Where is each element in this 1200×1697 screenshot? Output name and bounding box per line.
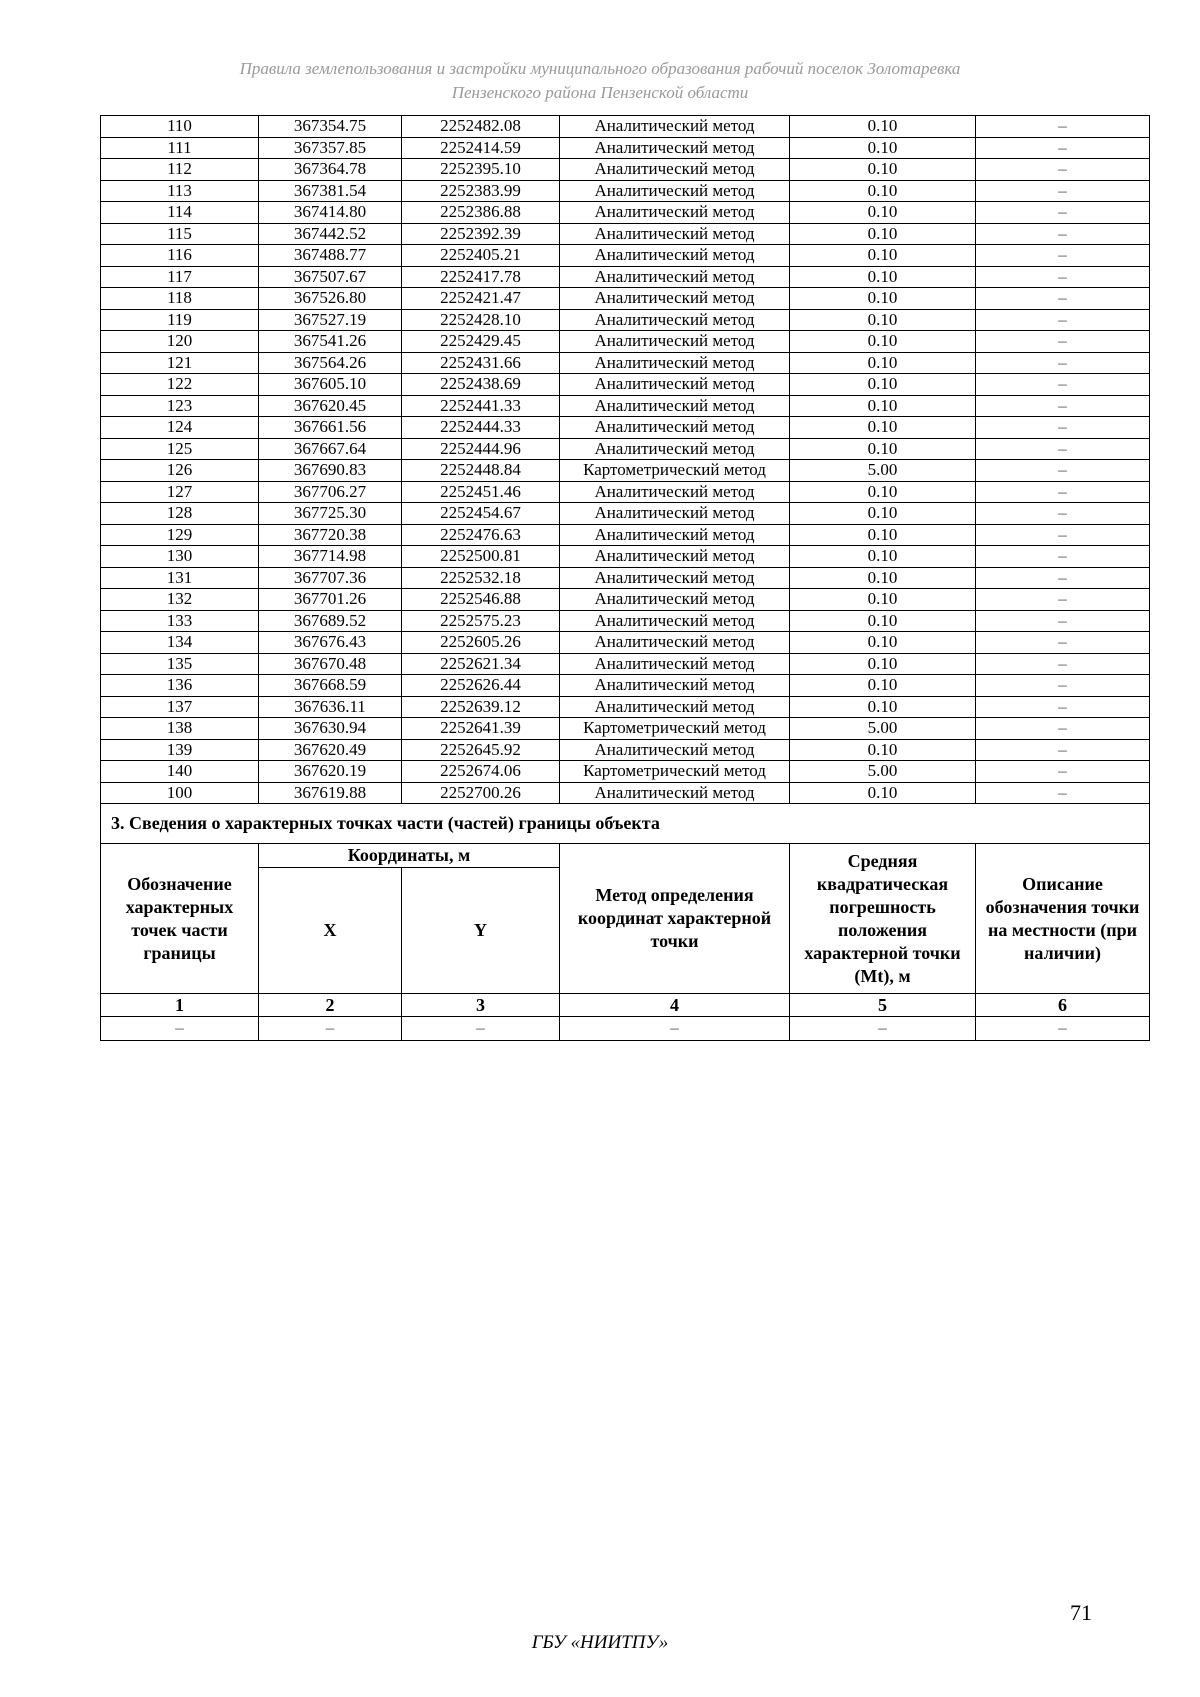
y-coordinate-cell: 2252448.84 [402, 460, 560, 482]
method-cell: Аналитический метод [560, 331, 790, 353]
table-row [101, 309, 1150, 331]
coordinates-table [100, 115, 1150, 1041]
error-cell: 0.10 [790, 352, 976, 374]
y-coordinate-cell: 2252532.18 [402, 567, 560, 589]
description-cell: – [976, 245, 1150, 267]
x-coordinate-cell: 367364.78 [259, 159, 402, 181]
table-row [101, 524, 1150, 546]
description-cell: – [976, 395, 1150, 417]
x-coordinate-cell: 367706.27 [259, 481, 402, 503]
x-coordinate-cell: 367661.56 [259, 417, 402, 439]
table-row [101, 266, 1150, 288]
y-coordinate-cell: 2252700.26 [402, 782, 560, 804]
error-cell: 0.10 [790, 159, 976, 181]
y-coordinate-cell: 2252451.46 [402, 481, 560, 503]
method-cell: Аналитический метод [560, 395, 790, 417]
x-coordinate-cell: 367689.52 [259, 610, 402, 632]
error-cell: 0.10 [790, 438, 976, 460]
description-cell: – [976, 567, 1150, 589]
method-cell: Аналитический метод [560, 739, 790, 761]
point-number-cell: 114 [101, 202, 259, 224]
error-cell: 0.10 [790, 202, 976, 224]
column-number: 2 [259, 994, 402, 1017]
y-coordinate-cell: 2252674.06 [402, 761, 560, 783]
error-cell: 0.10 [790, 481, 976, 503]
table-row [101, 223, 1150, 245]
table-row [101, 739, 1150, 761]
table-row [101, 481, 1150, 503]
x-coordinate-cell: 367630.94 [259, 718, 402, 740]
header-line-2: Пензенского района Пензенской области [451, 83, 749, 102]
error-cell: 0.10 [790, 331, 976, 353]
error-cell: 0.10 [790, 739, 976, 761]
table-row [101, 288, 1150, 310]
error-cell: 5.00 [790, 460, 976, 482]
description-cell: – [976, 589, 1150, 611]
y-coordinate-cell: 2252546.88 [402, 589, 560, 611]
y-coordinate-cell: 2252438.69 [402, 374, 560, 396]
description-cell: – [976, 352, 1150, 374]
empty-cell: – [101, 1017, 259, 1041]
x-coordinate-cell: 367354.75 [259, 116, 402, 138]
point-number-cell: 100 [101, 782, 259, 804]
method-cell: Аналитический метод [560, 524, 790, 546]
x-coordinate-cell: 367720.38 [259, 524, 402, 546]
method-cell: Аналитический метод [560, 266, 790, 288]
empty-cell: – [560, 1017, 790, 1041]
point-number-cell: 126 [101, 460, 259, 482]
table-row [101, 245, 1150, 267]
method-cell: Аналитический метод [560, 137, 790, 159]
table-row [101, 417, 1150, 439]
point-number-cell: 111 [101, 137, 259, 159]
point-number-cell: 123 [101, 395, 259, 417]
x-coordinate-cell: 367670.48 [259, 653, 402, 675]
table-row [101, 567, 1150, 589]
x-coordinate-cell: 367488.77 [259, 245, 402, 267]
point-number-cell: 132 [101, 589, 259, 611]
empty-row [101, 1017, 1150, 1041]
error-cell: 0.10 [790, 589, 976, 611]
point-number-cell: 125 [101, 438, 259, 460]
error-cell: 0.10 [790, 782, 976, 804]
y-coordinate-cell: 2252482.08 [402, 116, 560, 138]
error-cell: 5.00 [790, 718, 976, 740]
header-y: Y [402, 868, 560, 994]
error-cell: 0.10 [790, 116, 976, 138]
method-cell: Аналитический метод [560, 288, 790, 310]
page-number: 71 [1070, 1600, 1092, 1625]
table-row [101, 202, 1150, 224]
description-cell: – [976, 374, 1150, 396]
method-cell: Аналитический метод [560, 159, 790, 181]
x-coordinate-cell: 367507.67 [259, 266, 402, 288]
point-number-cell: 129 [101, 524, 259, 546]
table-row [101, 438, 1150, 460]
empty-cell: – [402, 1017, 560, 1041]
x-coordinate-cell: 367725.30 [259, 503, 402, 525]
description-cell: – [976, 180, 1150, 202]
point-number-cell: 130 [101, 546, 259, 568]
method-cell: Аналитический метод [560, 696, 790, 718]
method-cell: Аналитический метод [560, 116, 790, 138]
error-cell: 0.10 [790, 567, 976, 589]
method-cell: Аналитический метод [560, 438, 790, 460]
x-coordinate-cell: 367357.85 [259, 137, 402, 159]
point-number-cell: 116 [101, 245, 259, 267]
error-cell: 5.00 [790, 761, 976, 783]
y-coordinate-cell: 2252405.21 [402, 245, 560, 267]
x-coordinate-cell: 367636.11 [259, 696, 402, 718]
error-cell: 0.10 [790, 632, 976, 654]
column-number: 1 [101, 994, 259, 1017]
x-coordinate-cell: 367668.59 [259, 675, 402, 697]
error-cell: 0.10 [790, 524, 976, 546]
x-coordinate-cell: 367676.43 [259, 632, 402, 654]
description-cell: – [976, 331, 1150, 353]
table-row [101, 137, 1150, 159]
error-cell: 0.10 [790, 288, 976, 310]
y-coordinate-cell: 2252444.33 [402, 417, 560, 439]
table-row [101, 546, 1150, 568]
column-number: 3 [402, 994, 560, 1017]
error-cell: 0.10 [790, 610, 976, 632]
y-coordinate-cell: 2252386.88 [402, 202, 560, 224]
point-number-cell: 124 [101, 417, 259, 439]
column-number: 5 [790, 994, 976, 1017]
description-cell: – [976, 460, 1150, 482]
table-row [101, 675, 1150, 697]
x-coordinate-cell: 367667.64 [259, 438, 402, 460]
x-coordinate-cell: 367442.52 [259, 223, 402, 245]
method-cell: Аналитический метод [560, 675, 790, 697]
column-numbers-row [101, 994, 1150, 1017]
y-coordinate-cell: 2252392.39 [402, 223, 560, 245]
y-coordinate-cell: 2252414.59 [402, 137, 560, 159]
point-number-cell: 139 [101, 739, 259, 761]
y-coordinate-cell: 2252641.39 [402, 718, 560, 740]
document-footer: ГБУ «НИИТПУ» [531, 1632, 669, 1653]
table-row [101, 782, 1150, 804]
error-cell: 0.10 [790, 245, 976, 267]
x-coordinate-cell: 367414.80 [259, 202, 402, 224]
table-row [101, 374, 1150, 396]
y-coordinate-cell: 2252383.99 [402, 180, 560, 202]
error-cell: 0.10 [790, 266, 976, 288]
header-method: Метод определения координат характерной точки [560, 844, 790, 994]
description-cell: – [976, 546, 1150, 568]
point-number-cell: 117 [101, 266, 259, 288]
y-coordinate-cell: 2252476.63 [402, 524, 560, 546]
method-cell: Аналитический метод [560, 481, 790, 503]
point-number-cell: 140 [101, 761, 259, 783]
description-cell: – [976, 610, 1150, 632]
y-coordinate-cell: 2252454.67 [402, 503, 560, 525]
point-number-cell: 138 [101, 718, 259, 740]
description-cell: – [976, 309, 1150, 331]
point-number-cell: 120 [101, 331, 259, 353]
empty-cell: – [259, 1017, 402, 1041]
y-coordinate-cell: 2252421.47 [402, 288, 560, 310]
description-cell: – [976, 137, 1150, 159]
x-coordinate-cell: 367707.36 [259, 567, 402, 589]
section-3 [101, 804, 1150, 1041]
error-cell: 0.10 [790, 696, 976, 718]
header-x: X [259, 868, 402, 994]
method-cell: Аналитический метод [560, 374, 790, 396]
description-cell: – [976, 288, 1150, 310]
table-row [101, 589, 1150, 611]
point-number-cell: 128 [101, 503, 259, 525]
description-cell: – [976, 696, 1150, 718]
error-cell: 0.10 [790, 309, 976, 331]
method-cell: Аналитический метод [560, 245, 790, 267]
method-cell: Аналитический метод [560, 653, 790, 675]
method-cell: Аналитический метод [560, 352, 790, 374]
description-cell: – [976, 266, 1150, 288]
point-number-cell: 113 [101, 180, 259, 202]
method-cell: Аналитический метод [560, 503, 790, 525]
method-cell: Аналитический метод [560, 567, 790, 589]
description-cell: – [976, 202, 1150, 224]
column-number: 4 [560, 994, 790, 1017]
method-cell: Аналитический метод [560, 782, 790, 804]
table-row [101, 460, 1150, 482]
description-cell: – [976, 739, 1150, 761]
error-cell: 0.10 [790, 503, 976, 525]
method-cell: Аналитический метод [560, 632, 790, 654]
point-number-cell: 118 [101, 288, 259, 310]
header-points: Обозначение характерных точек части границы [101, 844, 259, 994]
description-cell: – [976, 417, 1150, 439]
y-coordinate-cell: 2252441.33 [402, 395, 560, 417]
description-cell: – [976, 782, 1150, 804]
description-cell: – [976, 653, 1150, 675]
y-coordinate-cell: 2252575.23 [402, 610, 560, 632]
point-number-cell: 127 [101, 481, 259, 503]
empty-cell: – [790, 1017, 976, 1041]
point-number-cell: 121 [101, 352, 259, 374]
x-coordinate-cell: 367620.45 [259, 395, 402, 417]
section-3-title: 3. Сведения о характерных точках части (частей) границы объекта [101, 804, 1150, 844]
error-cell: 0.10 [790, 180, 976, 202]
description-cell: – [976, 503, 1150, 525]
point-number-cell: 137 [101, 696, 259, 718]
method-cell: Аналитический метод [560, 202, 790, 224]
point-number-cell: 135 [101, 653, 259, 675]
table-row [101, 718, 1150, 740]
table-row [101, 761, 1150, 783]
description-cell: – [976, 481, 1150, 503]
description-cell: – [976, 524, 1150, 546]
method-cell: Картометрический метод [560, 460, 790, 482]
y-coordinate-cell: 2252417.78 [402, 266, 560, 288]
point-number-cell: 115 [101, 223, 259, 245]
description-cell: – [976, 438, 1150, 460]
method-cell: Аналитический метод [560, 546, 790, 568]
method-cell: Аналитический метод [560, 589, 790, 611]
x-coordinate-cell: 367701.26 [259, 589, 402, 611]
point-number-cell: 119 [101, 309, 259, 331]
table-row [101, 331, 1150, 353]
y-coordinate-cell: 2252639.12 [402, 696, 560, 718]
x-coordinate-cell: 367605.10 [259, 374, 402, 396]
method-cell: Картометрический метод [560, 761, 790, 783]
document-header [100, 57, 1100, 105]
x-coordinate-cell: 367690.83 [259, 460, 402, 482]
header-coordinates: Координаты, м [259, 844, 560, 868]
table-row [101, 180, 1150, 202]
point-number-cell: 131 [101, 567, 259, 589]
y-coordinate-cell: 2252605.26 [402, 632, 560, 654]
error-cell: 0.10 [790, 223, 976, 245]
table-row [101, 653, 1150, 675]
method-cell: Картометрический метод [560, 718, 790, 740]
method-cell: Аналитический метод [560, 223, 790, 245]
error-cell: 0.10 [790, 546, 976, 568]
description-cell: – [976, 761, 1150, 783]
x-coordinate-cell: 367619.88 [259, 782, 402, 804]
point-number-cell: 110 [101, 116, 259, 138]
y-coordinate-cell: 2252444.96 [402, 438, 560, 460]
header-description: Описание обозначения точки на местности (при наличии) [976, 844, 1150, 994]
y-coordinate-cell: 2252395.10 [402, 159, 560, 181]
point-number-cell: 112 [101, 159, 259, 181]
description-cell: – [976, 223, 1150, 245]
description-cell: – [976, 632, 1150, 654]
coordinates-rows [101, 116, 1150, 804]
point-number-cell: 133 [101, 610, 259, 632]
table-row [101, 610, 1150, 632]
header-error: Средняя квадратическая погрешность положения характерной точки (Mt), м [790, 844, 976, 994]
table-row [101, 395, 1150, 417]
error-cell: 0.10 [790, 137, 976, 159]
error-cell: 0.10 [790, 675, 976, 697]
error-cell: 0.10 [790, 417, 976, 439]
y-coordinate-cell: 2252429.45 [402, 331, 560, 353]
column-number: 6 [976, 994, 1150, 1017]
x-coordinate-cell: 367620.19 [259, 761, 402, 783]
y-coordinate-cell: 2252431.66 [402, 352, 560, 374]
y-coordinate-cell: 2252621.34 [402, 653, 560, 675]
point-number-cell: 134 [101, 632, 259, 654]
x-coordinate-cell: 367381.54 [259, 180, 402, 202]
y-coordinate-cell: 2252428.10 [402, 309, 560, 331]
x-coordinate-cell: 367620.49 [259, 739, 402, 761]
x-coordinate-cell: 367526.80 [259, 288, 402, 310]
y-coordinate-cell: 2252626.44 [402, 675, 560, 697]
x-coordinate-cell: 367541.26 [259, 331, 402, 353]
x-coordinate-cell: 367564.26 [259, 352, 402, 374]
error-cell: 0.10 [790, 374, 976, 396]
method-cell: Аналитический метод [560, 417, 790, 439]
header-line-1: Правила землепользования и застройки муниципального образования рабочий поселок Золотаревка [239, 59, 961, 78]
table-row [101, 696, 1150, 718]
description-cell: – [976, 675, 1150, 697]
description-cell: – [976, 159, 1150, 181]
point-number-cell: 122 [101, 374, 259, 396]
error-cell: 0.10 [790, 395, 976, 417]
table-row [101, 116, 1150, 138]
table-row [101, 503, 1150, 525]
table-row [101, 632, 1150, 654]
method-cell: Аналитический метод [560, 309, 790, 331]
point-number-cell: 136 [101, 675, 259, 697]
empty-cell: – [976, 1017, 1150, 1041]
description-cell: – [976, 116, 1150, 138]
method-cell: Аналитический метод [560, 610, 790, 632]
x-coordinate-cell: 367527.19 [259, 309, 402, 331]
x-coordinate-cell: 367714.98 [259, 546, 402, 568]
y-coordinate-cell: 2252645.92 [402, 739, 560, 761]
description-cell: – [976, 718, 1150, 740]
table-row [101, 352, 1150, 374]
error-cell: 0.10 [790, 653, 976, 675]
method-cell: Аналитический метод [560, 180, 790, 202]
y-coordinate-cell: 2252500.81 [402, 546, 560, 568]
table-row [101, 159, 1150, 181]
